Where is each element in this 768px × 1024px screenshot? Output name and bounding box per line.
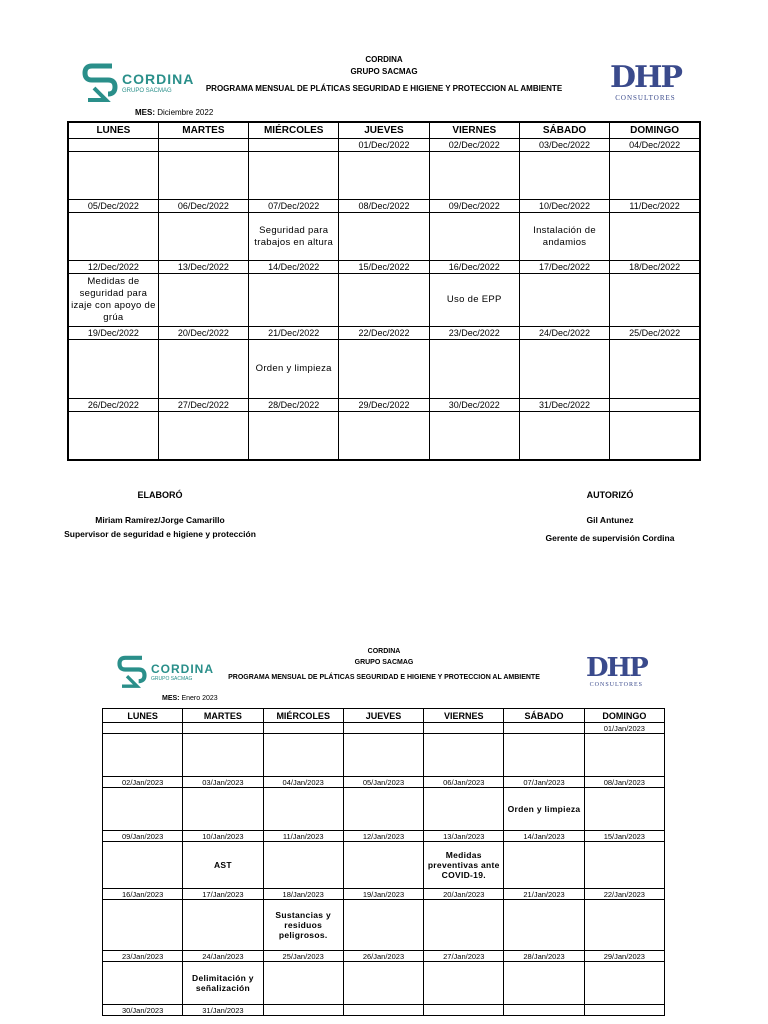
dhp-logo-icon: DHP <box>610 60 681 95</box>
date-cell: 02/Jan/2023 <box>103 777 183 788</box>
activity-cell: AST <box>183 842 263 889</box>
date-cell: 11/Dec/2022 <box>610 200 700 213</box>
date-cell: 09/Dec/2022 <box>429 200 519 213</box>
day-header: MIÉRCOLES <box>249 122 339 139</box>
activity-cell <box>610 412 700 461</box>
activity-cell <box>424 962 504 1005</box>
group-name: GRUPO SACMAG <box>350 67 418 76</box>
date-cell: 06/Jan/2023 <box>424 777 504 788</box>
date-cell: 29/Jan/2023 <box>584 951 664 962</box>
date-cell <box>343 1005 423 1016</box>
activity-cell <box>263 734 343 777</box>
date-cell <box>68 139 158 152</box>
date-cell <box>424 1005 504 1016</box>
month-value: Diciembre 2022 <box>157 108 214 117</box>
date-cell: 25/Dec/2022 <box>610 327 700 340</box>
month-label <box>162 695 218 702</box>
date-cell: 20/Jan/2023 <box>424 889 504 900</box>
date-cell: 19/Dec/2022 <box>68 327 158 340</box>
dhp-logo-icon: DHP <box>586 653 647 683</box>
activity-cell <box>343 734 423 777</box>
company-name: CORDINA <box>365 55 403 64</box>
date-cell: 28/Dec/2022 <box>249 399 339 412</box>
activity-cell <box>424 788 504 831</box>
activity-cell <box>504 842 584 889</box>
date-cell: 25/Jan/2023 <box>263 951 343 962</box>
activity-row <box>68 213 700 261</box>
activity-cell <box>339 152 429 200</box>
date-cell: 23/Dec/2022 <box>429 327 519 340</box>
activity-cell <box>343 900 423 951</box>
activity-cell <box>103 900 183 951</box>
date-cell <box>504 1005 584 1016</box>
elaboro-name: Miriam Ramírez/Jorge Camarillo <box>95 515 225 525</box>
company-name: CORDINA <box>367 648 401 655</box>
day-header: LUNES <box>103 709 183 723</box>
activity-cell: Orden y limpieza <box>249 340 339 399</box>
activity-cell <box>68 340 158 399</box>
activity-cell <box>158 152 248 200</box>
day-header: VIERNES <box>424 709 504 723</box>
date-cell: 17/Dec/2022 <box>519 261 609 274</box>
date-row <box>68 200 700 213</box>
date-cell: 15/Dec/2022 <box>339 261 429 274</box>
date-row <box>103 723 665 734</box>
date-cell: 08/Jan/2023 <box>584 777 664 788</box>
date-cell: 01/Dec/2022 <box>339 139 429 152</box>
date-cell: 31/Dec/2022 <box>519 399 609 412</box>
activity-cell <box>610 213 700 261</box>
date-cell: 16/Dec/2022 <box>429 261 519 274</box>
cordina-s-logo-icon <box>117 654 147 690</box>
activity-row <box>68 412 700 461</box>
activity-cell: Orden y limpieza <box>504 788 584 831</box>
activity-cell <box>103 788 183 831</box>
activity-row <box>68 274 700 327</box>
activity-cell <box>339 274 429 327</box>
activity-cell <box>584 962 664 1005</box>
date-cell <box>183 723 263 734</box>
month-label-text: MES: <box>135 108 155 117</box>
date-cell <box>424 723 504 734</box>
date-cell: 26/Dec/2022 <box>68 399 158 412</box>
date-cell: 01/Jan/2023 <box>584 723 664 734</box>
date-cell <box>103 723 183 734</box>
month-value: Enero 2023 <box>181 695 218 702</box>
date-cell: 08/Dec/2022 <box>339 200 429 213</box>
month-label-text: MES: <box>162 695 180 702</box>
date-cell: 10/Jan/2023 <box>183 831 263 842</box>
date-cell: 03/Dec/2022 <box>519 139 609 152</box>
cordina-logo <box>82 62 194 104</box>
activity-cell <box>183 900 263 951</box>
day-header: JUEVES <box>339 122 429 139</box>
activity-row <box>68 340 700 399</box>
date-row <box>103 889 665 900</box>
activity-cell <box>424 734 504 777</box>
date-cell: 27/Jan/2023 <box>424 951 504 962</box>
date-cell: 07/Dec/2022 <box>249 200 339 213</box>
autorizo-role: Gerente de supervisión Cordina <box>545 533 675 542</box>
activity-cell <box>429 213 519 261</box>
date-cell: 28/Jan/2023 <box>504 951 584 962</box>
date-cell: 20/Dec/2022 <box>158 327 248 340</box>
date-cell: 24/Dec/2022 <box>519 327 609 340</box>
activity-cell <box>68 412 158 461</box>
activity-cell: Sustancias y residuos peligrosos. <box>263 900 343 951</box>
date-cell: 13/Jan/2023 <box>424 831 504 842</box>
activity-cell <box>610 340 700 399</box>
date-row <box>68 139 700 152</box>
day-header: MARTES <box>158 122 248 139</box>
date-row <box>68 399 700 412</box>
activity-cell <box>519 152 609 200</box>
date-row <box>68 261 700 274</box>
date-cell: 23/Jan/2023 <box>103 951 183 962</box>
activity-row <box>103 842 665 889</box>
autorizo-name: Gil Antunez <box>586 515 634 525</box>
date-cell <box>343 723 423 734</box>
date-cell: 04/Jan/2023 <box>263 777 343 788</box>
activity-cell <box>610 152 700 200</box>
activity-cell <box>249 152 339 200</box>
activity-cell <box>343 962 423 1005</box>
date-cell: 26/Jan/2023 <box>343 951 423 962</box>
activity-cell <box>424 900 504 951</box>
activity-cell <box>343 788 423 831</box>
activity-cell <box>504 900 584 951</box>
date-cell: 05/Jan/2023 <box>343 777 423 788</box>
dhp-logo <box>586 654 647 688</box>
date-cell <box>584 1005 664 1016</box>
autorizo-label: AUTORIZÓ <box>586 490 634 500</box>
date-row <box>103 951 665 962</box>
date-cell <box>249 139 339 152</box>
dhp-logo <box>610 62 681 102</box>
activity-cell <box>519 274 609 327</box>
date-cell: 22/Dec/2022 <box>339 327 429 340</box>
activity-cell <box>158 274 248 327</box>
date-cell <box>263 1005 343 1016</box>
activity-cell <box>263 842 343 889</box>
activity-cell <box>429 340 519 399</box>
activity-cell <box>504 962 584 1005</box>
activity-cell <box>519 340 609 399</box>
date-cell: 22/Jan/2023 <box>584 889 664 900</box>
day-header-row <box>103 709 665 723</box>
day-header: LUNES <box>68 122 158 139</box>
date-cell: 13/Dec/2022 <box>158 261 248 274</box>
activity-cell <box>249 412 339 461</box>
cordina-logo-sub: GRUPO SACMAG <box>151 675 193 682</box>
calendar-table-january <box>102 708 665 1016</box>
activity-row <box>103 900 665 951</box>
date-cell: 18/Dec/2022 <box>610 261 700 274</box>
activity-row <box>103 734 665 777</box>
date-cell: 30/Jan/2023 <box>103 1005 183 1016</box>
activity-cell <box>584 734 664 777</box>
date-cell: 18/Jan/2023 <box>263 889 343 900</box>
elaboro-role: Supervisor de seguridad e higiene y protección <box>64 529 256 539</box>
activity-cell <box>183 788 263 831</box>
activity-cell <box>610 274 700 327</box>
group-name: GRUPO SACMAG <box>354 659 414 666</box>
activity-cell: Instalación de andamios <box>519 213 609 261</box>
dhp-logo-sub: CONSULTORES <box>589 682 644 688</box>
date-cell: 27/Dec/2022 <box>158 399 248 412</box>
activity-cell <box>429 152 519 200</box>
activity-cell <box>519 412 609 461</box>
activity-cell <box>584 900 664 951</box>
activity-cell <box>158 340 248 399</box>
date-cell: 07/Jan/2023 <box>504 777 584 788</box>
day-header: MIÉRCOLES <box>263 709 343 723</box>
activity-cell <box>263 962 343 1005</box>
date-cell: 14/Jan/2023 <box>504 831 584 842</box>
date-cell: 04/Dec/2022 <box>610 139 700 152</box>
day-header: DOMINGO <box>584 709 664 723</box>
day-header-row <box>68 122 700 139</box>
dhp-logo-sub: CONSULTORES <box>615 94 676 102</box>
activity-cell <box>103 842 183 889</box>
date-cell: 12/Jan/2023 <box>343 831 423 842</box>
day-header: VIERNES <box>429 122 519 139</box>
month-label <box>135 108 213 117</box>
activity-cell <box>584 788 664 831</box>
date-cell <box>610 399 700 412</box>
day-header: DOMINGO <box>610 122 700 139</box>
date-cell: 29/Dec/2022 <box>339 399 429 412</box>
date-cell <box>504 723 584 734</box>
activity-cell <box>343 842 423 889</box>
activity-row <box>103 788 665 831</box>
program-title: PROGRAMA MENSUAL DE PLÁTICAS SEGURIDAD E HIGIENE Y PROTECCION AL AMBIENTE <box>228 674 540 681</box>
date-cell: 30/Dec/2022 <box>429 399 519 412</box>
date-cell: 15/Jan/2023 <box>584 831 664 842</box>
activity-cell: Delimitación y señalización <box>183 962 263 1005</box>
date-cell: 16/Jan/2023 <box>103 889 183 900</box>
activity-cell <box>429 412 519 461</box>
calendar-table <box>67 121 701 461</box>
cordina-logo-name: CORDINA <box>151 661 214 676</box>
date-cell <box>263 723 343 734</box>
activity-cell <box>339 213 429 261</box>
activity-cell <box>103 962 183 1005</box>
activity-cell <box>249 274 339 327</box>
activity-cell <box>68 152 158 200</box>
activity-cell <box>339 340 429 399</box>
date-cell: 24/Jan/2023 <box>183 951 263 962</box>
activity-cell <box>158 213 248 261</box>
date-cell: 10/Dec/2022 <box>519 200 609 213</box>
date-cell: 17/Jan/2023 <box>183 889 263 900</box>
activity-cell <box>504 734 584 777</box>
date-cell: 09/Jan/2023 <box>103 831 183 842</box>
date-cell <box>158 139 248 152</box>
date-cell: 21/Jan/2023 <box>504 889 584 900</box>
day-header: SÁBADO <box>504 709 584 723</box>
day-header: SÁBADO <box>519 122 609 139</box>
date-row <box>103 831 665 842</box>
activity-cell <box>103 734 183 777</box>
activity-row <box>68 152 700 200</box>
date-cell: 11/Jan/2023 <box>263 831 343 842</box>
activity-cell: Medidas preventivas ante COVID-19. <box>424 842 504 889</box>
date-cell: 14/Dec/2022 <box>249 261 339 274</box>
activity-cell <box>68 213 158 261</box>
date-cell: 19/Jan/2023 <box>343 889 423 900</box>
day-header: JUEVES <box>343 709 423 723</box>
activity-cell <box>263 788 343 831</box>
date-row <box>68 327 700 340</box>
date-cell: 06/Dec/2022 <box>158 200 248 213</box>
activity-cell <box>183 734 263 777</box>
activity-cell <box>584 842 664 889</box>
activity-cell: Seguridad para trabajos en altura <box>249 213 339 261</box>
date-cell: 31/Jan/2023 <box>183 1005 263 1016</box>
program-title: PROGRAMA MENSUAL DE PLÁTICAS SEGURIDAD E HIGIENE Y PROTECCION AL AMBIENTE <box>205 84 563 93</box>
activity-row <box>103 962 665 1005</box>
cordina-logo-name: CORDINA <box>122 71 195 87</box>
activity-cell: Uso de EPP <box>429 274 519 327</box>
cordina-logo <box>117 654 214 690</box>
date-cell: 12/Dec/2022 <box>68 261 158 274</box>
cordina-logo-sub: GRUPO SACMAG <box>122 88 172 94</box>
date-row <box>103 1005 665 1016</box>
activity-cell: Medidas de seguridad para izaje con apoyo de grúa <box>68 274 158 327</box>
elaboro-label: ELABORÓ <box>137 490 183 500</box>
cordina-s-logo-icon <box>82 62 118 104</box>
date-cell: 02/Dec/2022 <box>429 139 519 152</box>
date-cell: 05/Dec/2022 <box>68 200 158 213</box>
activity-cell <box>339 412 429 461</box>
date-row <box>103 777 665 788</box>
date-cell: 21/Dec/2022 <box>249 327 339 340</box>
day-header: MARTES <box>183 709 263 723</box>
activity-cell <box>158 412 248 461</box>
date-cell: 03/Jan/2023 <box>183 777 263 788</box>
